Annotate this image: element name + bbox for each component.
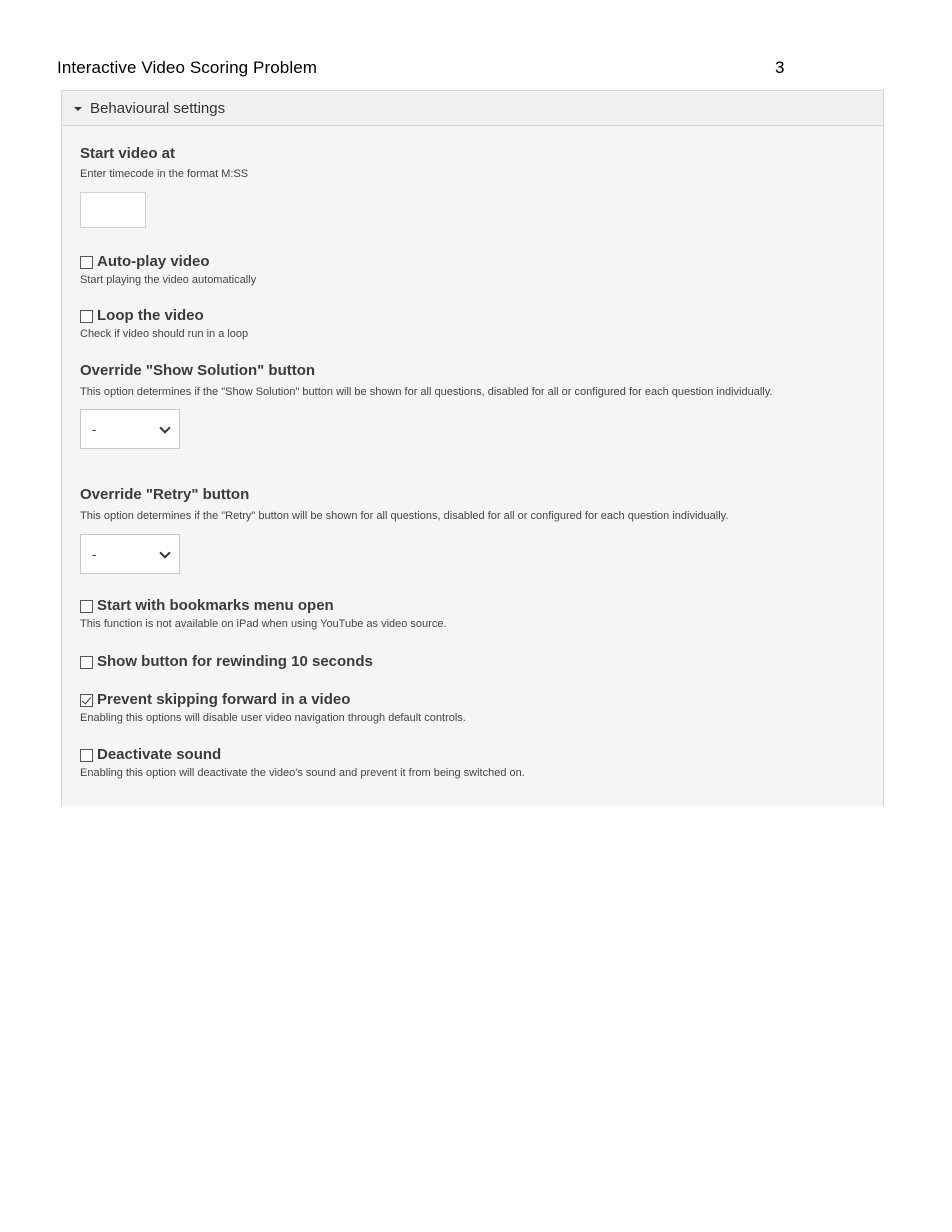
show-solution-label: Override "Show Solution" button	[80, 362, 316, 379]
autoplay-description: Start playing the video automatically	[80, 274, 257, 286]
retry-select[interactable]	[80, 534, 180, 574]
start-video-label: Start video at	[80, 145, 176, 162]
prevent-skipping-description: Enabling this options will disable user video navigation through default controls.	[80, 712, 466, 724]
behavioural-settings-toggle[interactable]	[62, 91, 883, 126]
show-solution-field	[80, 362, 860, 449]
prevent-skipping-checkbox[interactable]	[80, 694, 93, 707]
deactivate-sound-description: Enabling this option will deactivate the video's sound and prevent it from being switched on.	[80, 767, 525, 779]
bookmarks-field	[80, 597, 860, 631]
document-header	[57, 58, 797, 80]
caret-down-icon	[74, 107, 82, 111]
retry-label: Override "Retry" button	[80, 486, 250, 503]
show-solution-description: This option determines if the "Show Solution" button will be shown for all questions, disabled for all or configured for each question individually.	[80, 386, 773, 398]
retry-description: This option determines if the "Retry" button will be shown for all questions, disabled for all or configured for each question individually.	[80, 510, 729, 522]
document-title: Interactive Video Scoring Problem	[57, 58, 318, 77]
start-video-description: Enter timecode in the format M:SS	[80, 168, 249, 180]
page-number: 3	[775, 58, 785, 77]
bookmarks-checkbox[interactable]	[80, 600, 93, 613]
behavioural-settings-panel	[61, 90, 884, 806]
panel-title: Behavioural settings	[90, 99, 226, 117]
loop-checkbox[interactable]	[80, 310, 93, 323]
chevron-down-icon	[159, 547, 170, 558]
bookmarks-description: This function is not available on iPad when using YouTube as video source.	[80, 618, 447, 630]
chevron-down-icon	[159, 422, 170, 433]
rewind-label: Show button for rewinding 10 seconds	[97, 653, 373, 670]
deactivate-sound-label: Deactivate sound	[97, 746, 222, 763]
prevent-skipping-field	[80, 691, 860, 725]
start-video-input[interactable]	[80, 192, 146, 228]
deactivate-sound-field	[80, 746, 860, 780]
rewind-field	[80, 653, 860, 671]
show-solution-selected-value: -	[92, 421, 97, 437]
bookmarks-label: Start with bookmarks menu open	[97, 597, 334, 614]
autoplay-label: Auto-play video	[97, 253, 210, 270]
loop-field	[80, 307, 860, 341]
loop-description: Check if video should run in a loop	[80, 328, 249, 340]
retry-field	[80, 486, 860, 574]
rewind-checkbox[interactable]	[80, 656, 93, 669]
prevent-skipping-label: Prevent skipping forward in a video	[97, 691, 351, 708]
retry-selected-value: -	[92, 546, 97, 562]
start-video-field	[80, 145, 860, 228]
deactivate-sound-checkbox[interactable]	[80, 749, 93, 762]
show-solution-select[interactable]	[80, 409, 180, 449]
autoplay-field	[80, 253, 860, 287]
loop-label: Loop the video	[97, 307, 204, 324]
autoplay-checkbox[interactable]	[80, 256, 93, 269]
